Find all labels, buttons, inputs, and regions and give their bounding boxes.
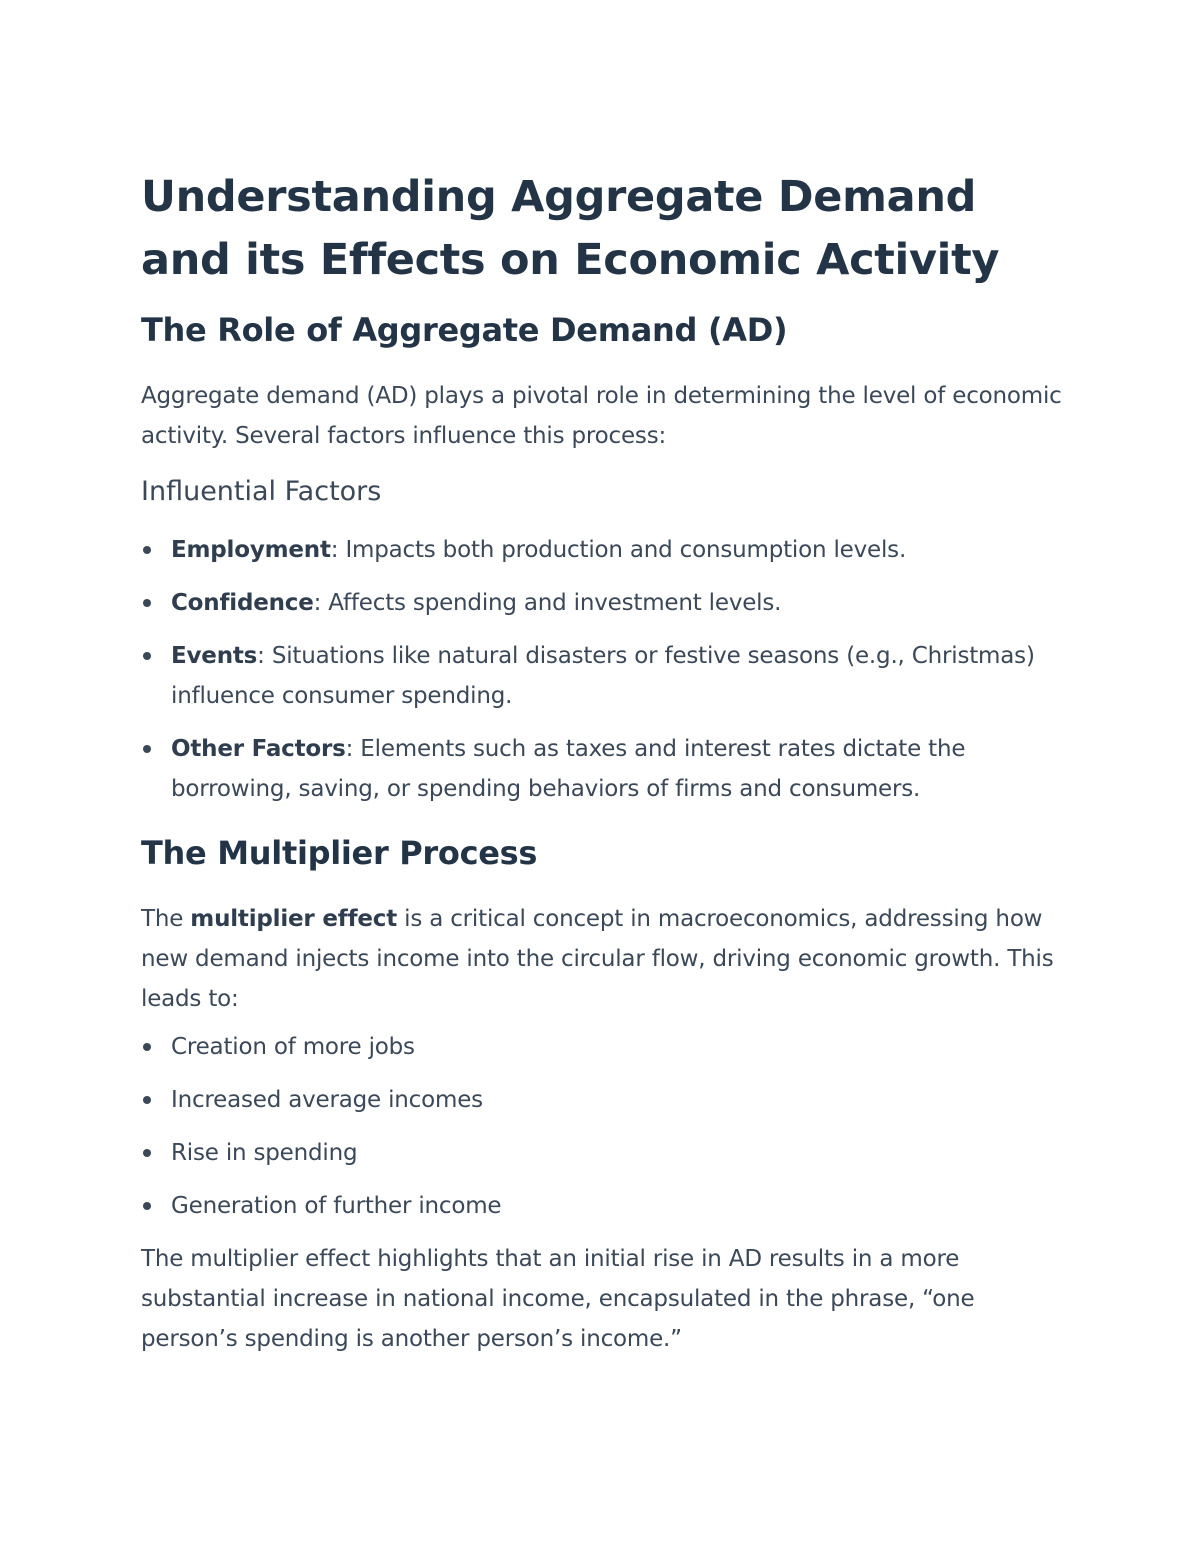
list-item	[141, 1027, 1071, 1067]
list-item	[141, 1080, 1071, 1120]
bullet-icon	[143, 1202, 151, 1210]
factor-separator: :	[313, 590, 329, 616]
bullet-icon	[143, 745, 151, 753]
factor-text: Impacts both production and consumption levels.	[345, 537, 907, 563]
page-title: Understanding Aggregate Demand and its Effects on Economic Activity	[141, 172, 1000, 285]
bullet-icon	[143, 599, 151, 607]
bullet-icon	[143, 1096, 151, 1104]
factor-term: Other Factors	[171, 736, 346, 762]
section-heading-multiplier-process: The Multiplier Process	[141, 834, 538, 872]
list-item	[141, 1186, 1071, 1226]
factor-text: Affects spending and investment levels.	[328, 590, 782, 616]
list-item	[141, 1133, 1071, 1173]
list-item-other-factors	[141, 729, 1071, 809]
intro-text-before: The	[141, 906, 191, 932]
result-text: Increased average incomes	[171, 1087, 483, 1113]
result-text: Generation of further income	[171, 1193, 502, 1219]
factors-list	[141, 530, 1071, 809]
list-item-employment	[141, 530, 1071, 570]
section-heading-role-of-ad: The Role of Aggregate Demand (AD)	[141, 311, 788, 349]
intro-bold-term: multiplier effect	[190, 906, 398, 932]
bullet-icon	[143, 546, 151, 554]
factor-separator: :	[345, 736, 361, 762]
factor-term: Events	[171, 643, 258, 669]
result-text: Creation of more jobs	[171, 1034, 415, 1060]
factor-separator: :	[257, 643, 272, 669]
factor-separator: :	[330, 537, 346, 563]
subheading-influential-factors: Influential Factors	[141, 476, 382, 507]
section-intro-paragraph: Aggregate demand (AD) plays a pivotal role in determining the level of economic activity. Several factors influence this process:	[141, 383, 1062, 449]
multiplier-intro-paragraph	[141, 899, 1071, 1019]
list-item-events	[141, 636, 1071, 716]
results-list	[141, 1027, 1071, 1226]
closing-paragraph: The multiplier effect highlights that an initial rise in AD results in a more substantial increase in national income, encapsulated in the phrase, “one person’s spending is another person’s income.”	[141, 1246, 975, 1352]
bullet-icon	[143, 1043, 151, 1051]
list-item-confidence	[141, 583, 1071, 623]
factor-text: Situations like natural disasters or festive seasons (e.g., Christmas) influence consumer spending.	[171, 643, 1035, 709]
bullet-icon	[143, 1149, 151, 1157]
factor-term: Confidence	[171, 590, 314, 616]
intro-text-after: is a critical concept in macroeconomics, addressing how new demand injects income into the circular flow, driving economic growth. This leads to:	[141, 906, 1054, 1012]
bullet-icon	[143, 652, 151, 660]
result-text: Rise in spending	[171, 1140, 358, 1166]
factor-text: Elements such as taxes and interest rates dictate the borrowing, saving, or spending behaviors of firms and consumers.	[171, 736, 966, 802]
factor-term: Employment	[171, 537, 331, 563]
document-content	[141, 166, 1071, 1359]
